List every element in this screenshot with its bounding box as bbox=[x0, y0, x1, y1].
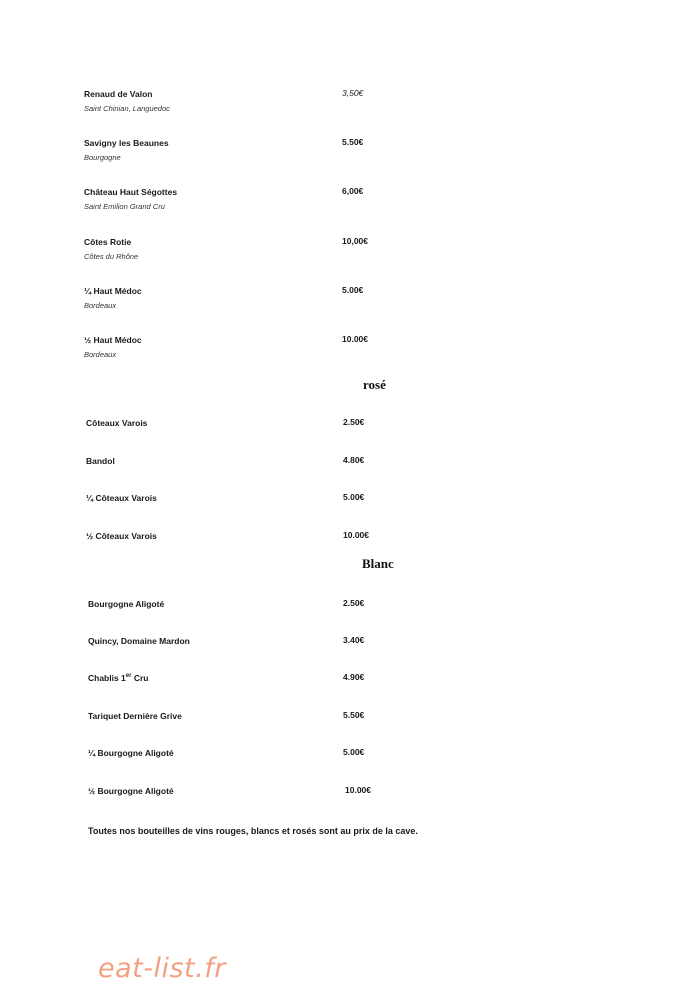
wine-price: 10.00€ bbox=[342, 334, 368, 344]
wine-price: 5.00€ bbox=[343, 747, 365, 757]
wine-price: 2.50€ bbox=[343, 598, 365, 608]
wine-name: Côtes Rotie bbox=[84, 237, 132, 247]
wine-price: 3.40€ bbox=[343, 635, 365, 645]
wine-name: Bandol bbox=[86, 456, 115, 466]
wine-item bbox=[84, 186, 177, 213]
wine-name-sup: er bbox=[125, 673, 132, 680]
wine-name-tail: Cru bbox=[131, 673, 149, 683]
wine-price: 3,50€ bbox=[342, 88, 364, 98]
wine-name: ½ Côteaux Varois bbox=[86, 531, 157, 541]
footer-note: Toutes nos bouteilles de vins rouges, blancs et rosés sont au prix de la cave. bbox=[88, 826, 418, 836]
wine-region: Bordeaux bbox=[84, 350, 117, 359]
wine-region: Bourgogne bbox=[84, 153, 121, 162]
wine-price: 6,00€ bbox=[342, 186, 364, 196]
wine-name: Quincy, Domaine Mardon bbox=[88, 636, 190, 646]
wine-name bbox=[88, 672, 148, 684]
wine-name: Château Haut Ségottes bbox=[84, 187, 178, 197]
wine-price: 5.50€ bbox=[342, 137, 364, 147]
wine-price: 10.00€ bbox=[343, 530, 369, 540]
wine-name: ½ Bourgogne Aligoté bbox=[88, 786, 174, 796]
section-heading-blanc: Blanc bbox=[362, 556, 394, 571]
wine-price: 10.00€ bbox=[345, 785, 371, 795]
wine-name: ¼ Bourgogne Aligoté bbox=[88, 748, 174, 758]
wine-name: ¼ Haut Médoc bbox=[84, 286, 142, 296]
wine-region: Bordeaux bbox=[84, 301, 117, 310]
wine-price: 5.00€ bbox=[343, 492, 365, 502]
wine-price: 2.50€ bbox=[343, 417, 365, 427]
wine-name: Savigny les Beaunes bbox=[84, 138, 169, 148]
wine-name-main: Chablis 1 bbox=[88, 673, 126, 683]
wine-name: Côteaux Varois bbox=[86, 418, 148, 428]
wine-name: ¼ Côteaux Varois bbox=[86, 493, 157, 503]
section-heading-rose: rosé bbox=[363, 377, 386, 392]
wine-region: Saint Emilion Grand Cru bbox=[84, 202, 165, 211]
wine-price: 5.50€ bbox=[343, 710, 365, 720]
wine-price: 10,00€ bbox=[342, 236, 368, 246]
wine-name: Bourgogne Aligoté bbox=[88, 599, 165, 609]
wine-item bbox=[84, 334, 142, 361]
wine-name: ½ Haut Médoc bbox=[84, 335, 142, 345]
wine-region: Saint Chinian, Languedoc bbox=[84, 104, 170, 113]
wine-price: 4.80€ bbox=[343, 455, 365, 465]
wine-region: Côtes du Rhône bbox=[84, 252, 139, 261]
wine-price: 5.00€ bbox=[342, 285, 364, 295]
wine-name: Renaud de Valon bbox=[84, 89, 153, 99]
wine-item bbox=[84, 137, 169, 164]
wine-item bbox=[84, 285, 142, 312]
wine-item bbox=[84, 88, 170, 115]
wine-item bbox=[84, 236, 138, 263]
watermark-logo: eat-list.fr bbox=[98, 953, 226, 984]
wine-name: Tariquet Dernière Grive bbox=[88, 711, 182, 721]
wine-price: 4.90€ bbox=[343, 672, 365, 682]
